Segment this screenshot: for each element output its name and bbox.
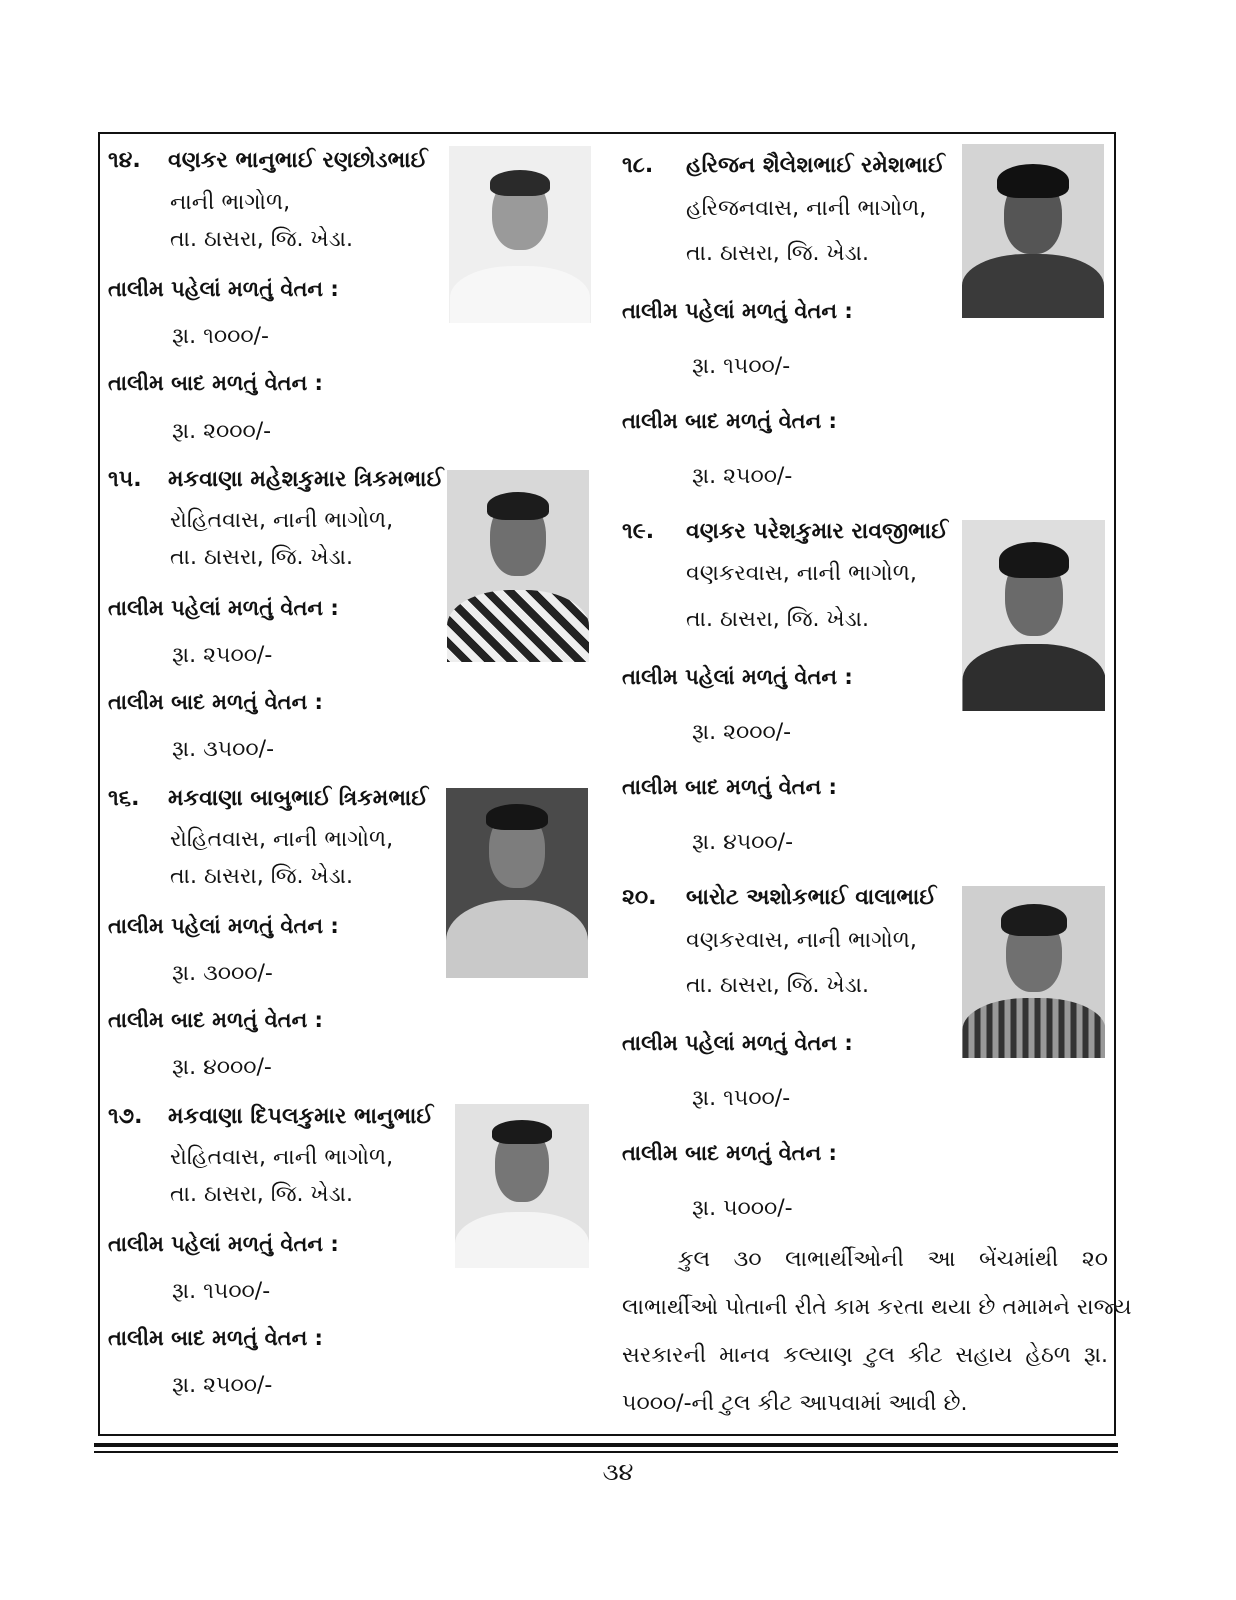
- entry-address-line2: તા. ઠાસરા, જિ. ખેડા.: [170, 864, 354, 889]
- salary-after-amount: રૂા. ૪૫૦૦/-: [692, 830, 794, 855]
- portrait-photo: [962, 886, 1105, 1058]
- salary-before-label: તાલીમ પહેલાં મળતું વેતન :: [108, 914, 339, 938]
- entry-address-line1: વણકરવાસ, નાની ભાગોળ,: [686, 928, 917, 953]
- salary-after-label: તાલીમ બાદ મળતું વેતન :: [108, 371, 323, 395]
- entry-address-line2: તા. ઠાસરા, જિ. ખેડા.: [686, 607, 870, 632]
- portrait-photo: [962, 144, 1104, 318]
- summary-paragraph: [622, 1236, 1132, 1428]
- salary-before-amount: રૂા. ૧૦૦૦/-: [172, 324, 269, 349]
- footer-rule-thin: [94, 1451, 1118, 1453]
- entry-name: ૧૬. મકવાણા બાબુભાઈ ત્રિકમભાઈ: [108, 786, 429, 811]
- portrait-photo: [455, 1104, 589, 1268]
- entry-name: ૨૦. બારોટ અશોકભાઈ વાલાભાઈ: [622, 885, 937, 910]
- salary-before-label: તાલીમ પહેલાં મળતું વેતન :: [622, 665, 853, 689]
- entry-address-line2: તા. ઠાસરા, જિ. ખેડા.: [170, 545, 354, 570]
- entry-address-line2: તા. ઠાસરા, જિ. ખેડા.: [686, 241, 870, 266]
- salary-after-label: તાલીમ બાદ મળતું વેતન :: [108, 690, 323, 714]
- entry-name: ૧૭. મકવાણા દિપલકુમાર ભાનુભાઈ: [108, 1104, 434, 1129]
- paragraph-line: કુલ ૩૦ લાભાર્થીઓની આ બેંચમાંથી ૨૦: [678, 1247, 1108, 1272]
- salary-before-amount: રૂા. ૧૫૦૦/-: [172, 1279, 271, 1304]
- salary-before-amount: રૂા. ૧૫૦૦/-: [692, 1086, 791, 1111]
- paragraph-line: લાભાર્થીઓ પોતાની રીતે કામ કરતા થયા છે તમામને રાજ્ય: [622, 1295, 1132, 1320]
- salary-before-label: તાલીમ પહેલાં મળતું વેતન :: [622, 1031, 853, 1055]
- salary-before-amount: રૂા. ૨૫૦૦/-: [172, 643, 273, 668]
- salary-after-label: તાલીમ બાદ મળતું વેતન :: [108, 1326, 323, 1350]
- salary-after-amount: રૂા. ૨૫૦૦/-: [172, 1373, 273, 1398]
- salary-after-label: તાલીમ બાદ મળતું વેતન :: [622, 1141, 837, 1165]
- salary-before-label: તાલીમ પહેલાં મળતું વેતન :: [108, 596, 339, 620]
- salary-before-label: તાલીમ પહેલાં મળતું વેતન :: [108, 1232, 339, 1256]
- paragraph-line: સરકારની માનવ કલ્યાણ ટુલ કીટ સહાય હેઠળ રૂા.: [622, 1343, 1108, 1368]
- salary-before-amount: રૂા. ૨૦૦૦/-: [692, 720, 792, 745]
- salary-after-label: તાલીમ બાદ મળતું વેતન :: [108, 1008, 323, 1032]
- salary-after-amount: રૂા. ૨૫૦૦/-: [692, 464, 793, 489]
- footer-rule-thick: [94, 1443, 1118, 1447]
- salary-after-amount: રૂા. ૨૦૦૦/-: [172, 419, 272, 444]
- entry-address-line1: વણકરવાસ, નાની ભાગોળ,: [686, 561, 917, 586]
- salary-before-amount: રૂા. ૧૫૦૦/-: [692, 354, 791, 379]
- portrait-photo: [446, 788, 588, 978]
- page-number: ૩૪: [602, 1458, 634, 1486]
- salary-after-amount: રૂા. ૪૦૦૦/-: [172, 1055, 272, 1080]
- salary-after-amount: રૂા. ૫૦૦૦/-: [692, 1196, 793, 1221]
- salary-before-amount: રૂા. ૩૦૦૦/-: [172, 961, 273, 986]
- entry-address-line1: નાની ભાગોળ,: [170, 190, 291, 215]
- salary-before-label: તાલીમ પહેલાં મળતું વેતન :: [622, 299, 853, 323]
- salary-before-label: તાલીમ પહેલાં મળતું વેતન :: [108, 277, 339, 301]
- entry-address-line1: રોહિતવાસ, નાની ભાગોળ,: [170, 508, 394, 533]
- entry-address-line1: રોહિતવાસ, નાની ભાગોળ,: [170, 1145, 394, 1170]
- entry-name: ૧૮. હરિજન શૈલેશભાઈ રમેશભાઈ: [622, 153, 945, 178]
- entry-name: ૧૫. મકવાણા મહેશકુમાર ત્રિકમભાઈ: [108, 467, 444, 492]
- portrait-photo: [447, 470, 589, 662]
- entry-address-line2: તા. ઠાસરા, જિ. ખેડા.: [170, 227, 354, 252]
- entry-name: ૧૪. વણકર ભાનુભાઈ રણછોડભાઈ: [108, 148, 428, 173]
- salary-after-label: તાલીમ બાદ મળતું વેતન :: [622, 409, 837, 433]
- entry-address-line1: રોહિતવાસ, નાની ભાગોળ,: [170, 827, 394, 852]
- salary-after-amount: રૂા. ૩૫૦૦/-: [172, 737, 275, 762]
- salary-after-label: તાલીમ બાદ મળતું વેતન :: [622, 775, 837, 799]
- entry-name: ૧૯. વણકર પરેશકુમાર રાવજીભાઈ: [622, 519, 949, 544]
- entry-address-line2: તા. ઠાસરા, જિ. ખેડા.: [170, 1182, 354, 1207]
- portrait-photo: [449, 146, 591, 323]
- paragraph-line: ૫૦૦૦/-ની ટુલ કીટ આપવામાં આવી છે.: [622, 1391, 968, 1416]
- entry-address-line1: હરિજનવાસ, નાની ભાગોળ,: [686, 196, 927, 221]
- entry-address-line2: તા. ઠાસરા, જિ. ખેડા.: [686, 973, 870, 998]
- portrait-photo: [962, 520, 1105, 711]
